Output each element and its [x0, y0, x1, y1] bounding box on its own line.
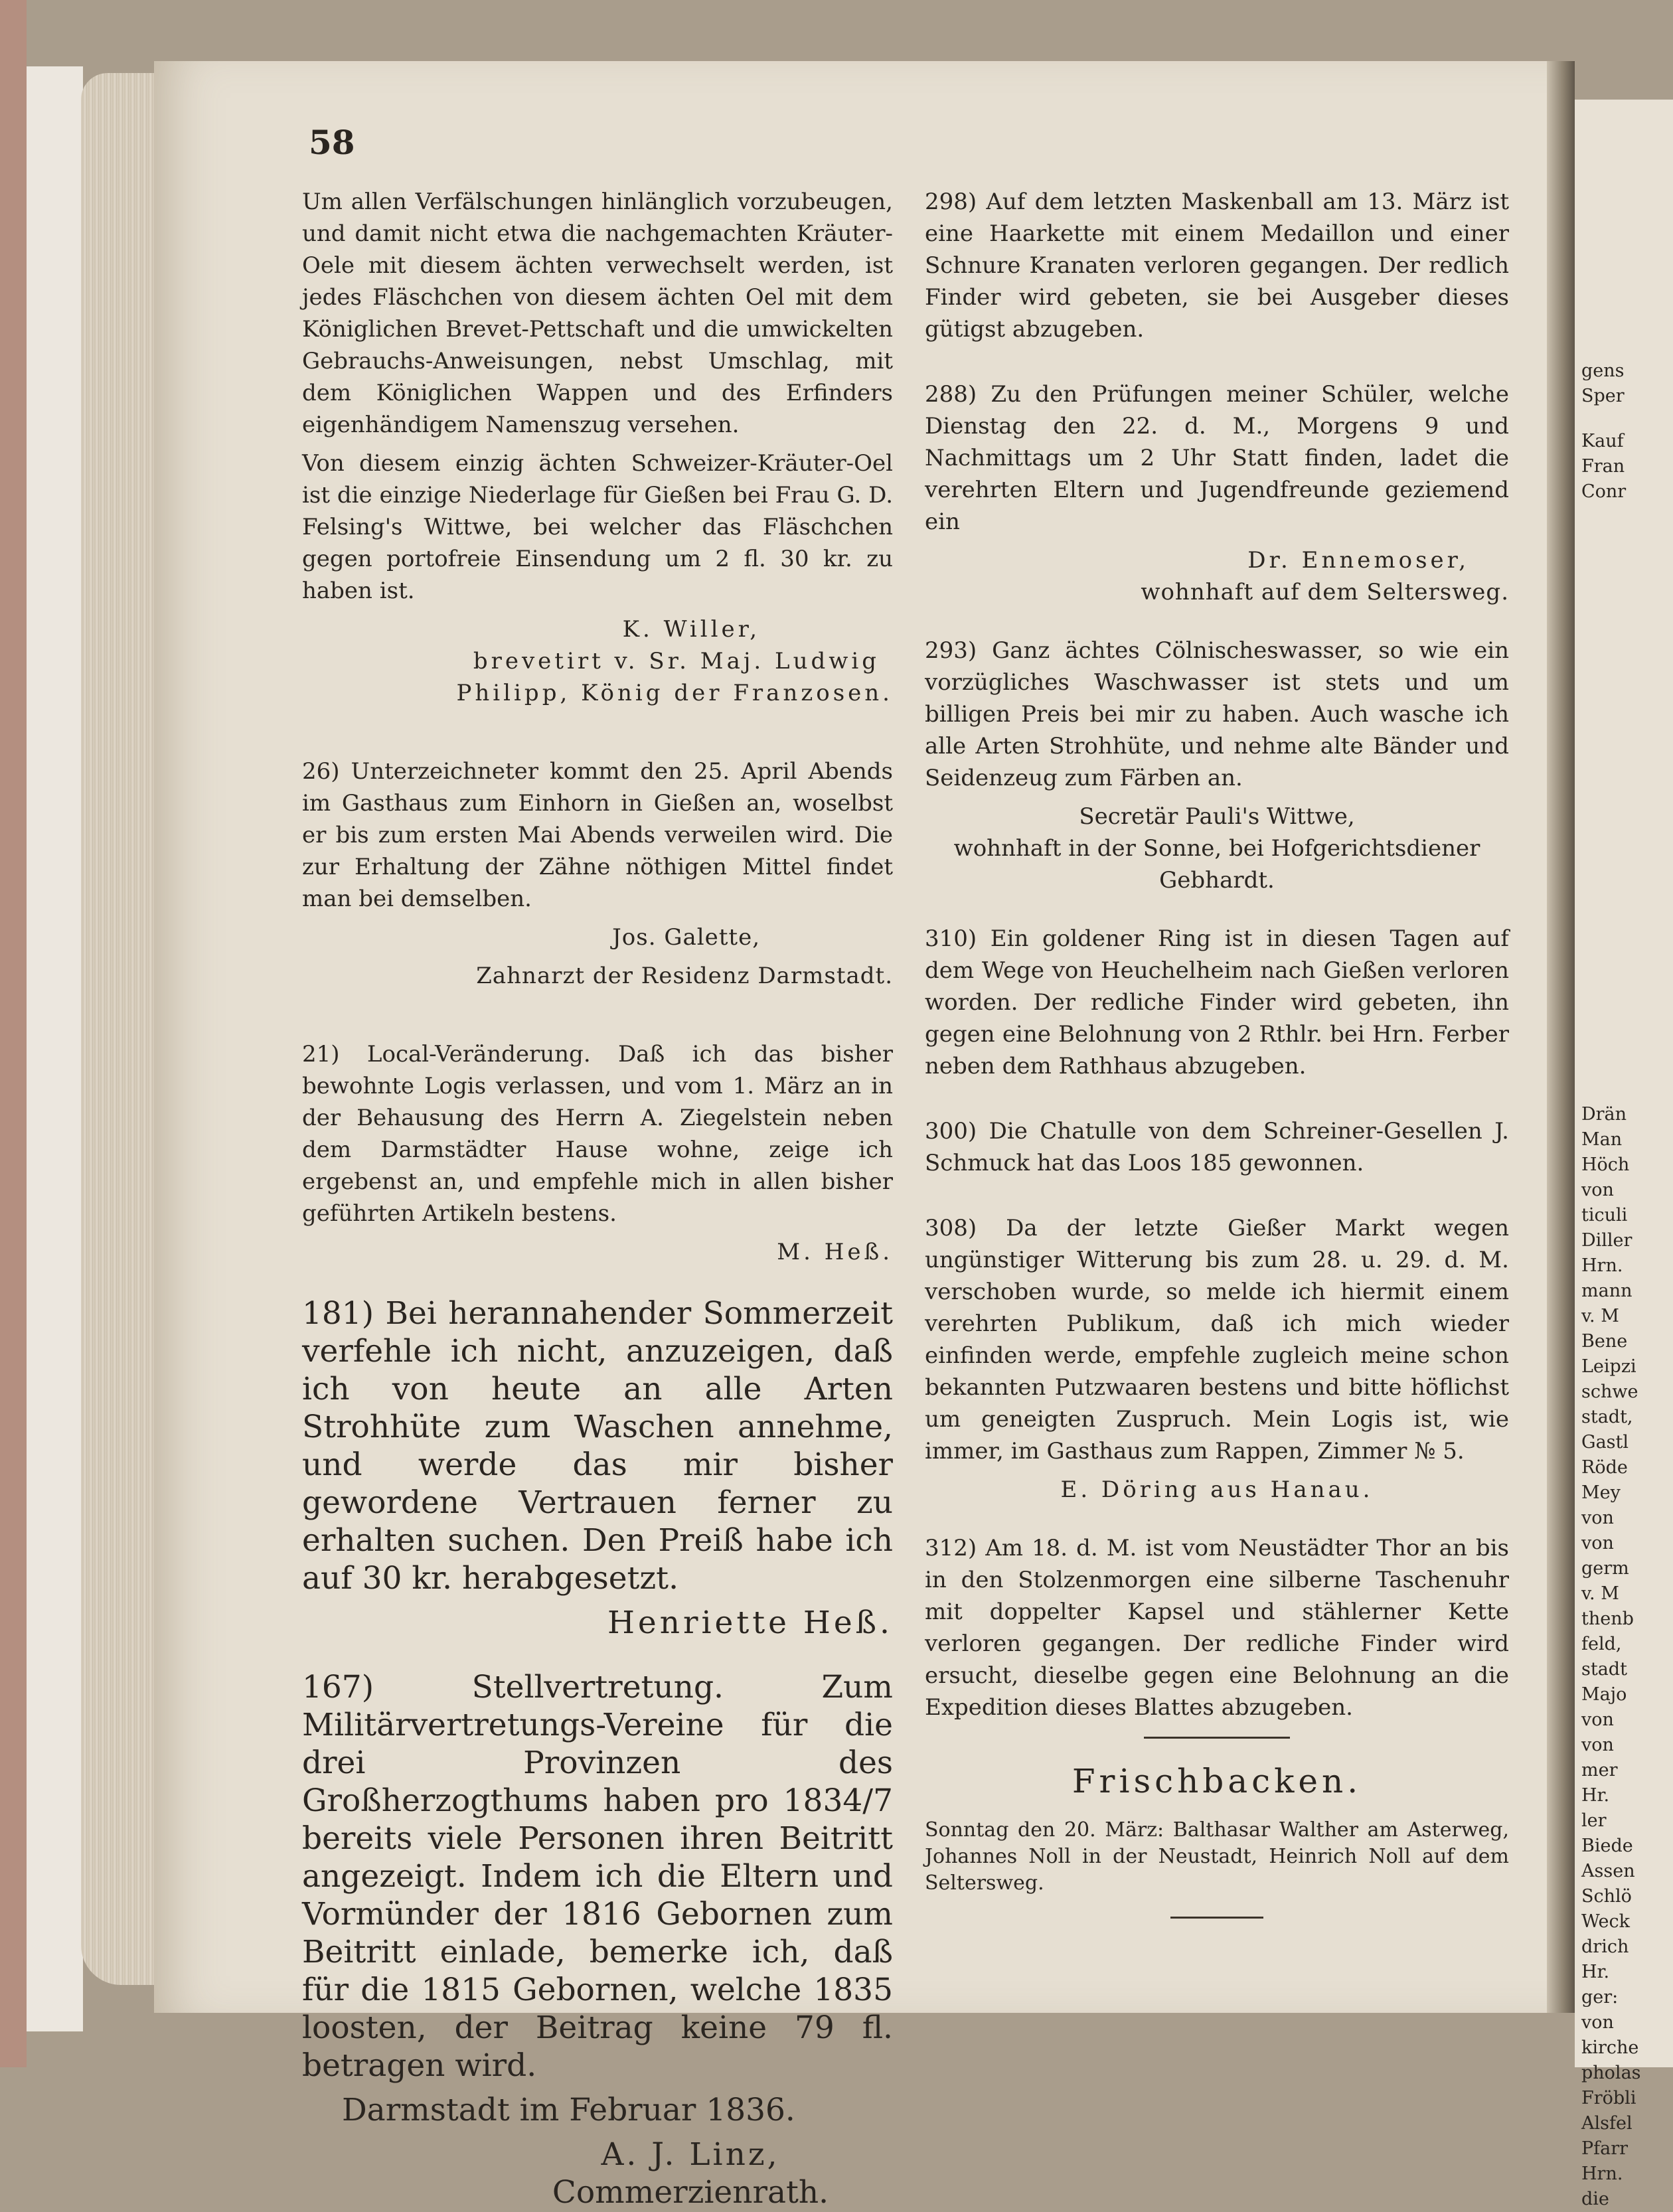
- ad-signature-line: Philipp, König der Franzosen.: [456, 680, 893, 706]
- ad-stellvertretung: [302, 1668, 893, 2211]
- section-text: Sonntag den 20. März: Balthasar Walther am Asterweg, Johannes Noll in der Neustadt, Heinrich Noll auf dem Seltersweg.: [925, 1818, 1509, 1895]
- ad-paragraph: 26) Unterzeichneter kommt den 25. April Abends im Gasthaus zum Einhorn in Gießen an, woselbst er bis zum ersten Mai Abends verweilen wird. Die zur Erhaltung der Zähne nöthigen Mittel findet man bei demselben.: [302, 758, 893, 912]
- facing-page-line: Hrn.: [1581, 2164, 1623, 2184]
- ad-signature: E. Döring aus Hanau.: [1060, 1476, 1374, 1503]
- book-gutter: [1547, 61, 1575, 2013]
- facing-page-line: von: [1581, 1180, 1614, 1200]
- divider-rule: [1144, 1737, 1290, 1739]
- facing-page-line: Kauf: [1581, 431, 1624, 451]
- facing-page-line: Pfarr: [1581, 2138, 1629, 2159]
- ad-paragraph: 288) Zu den Prüfungen meiner Schüler, welche Dienstag den 22. d. M., Morgens 9 und Nachmittags um 2 Uhr Statt finden, ladet die verehrten Eltern und Jugendfreunde geziemend ein: [925, 381, 1509, 535]
- ad-paragraph: 298) Auf dem letzten Maskenball am 13. März ist eine Haarkette mit einem Medaillon und einer Schnure Kranaten verloren gegangen. Der redlich Finder wird gebeten, sie bei Ausgeber dieses gütigst abzugeben.: [925, 189, 1509, 343]
- facing-page-line: stadt,: [1581, 1407, 1633, 1427]
- facing-page-line: kirche: [1581, 2037, 1639, 2058]
- facing-page-line: thenb: [1581, 1609, 1634, 1629]
- facing-page-line: stadt: [1581, 1659, 1627, 1680]
- facing-page-line: Bene: [1581, 1331, 1628, 1352]
- scan-background: [0, 0, 27, 2067]
- facing-page-line: Fröbli: [1581, 2088, 1636, 2108]
- facing-page-fragment: [1575, 100, 1673, 2209]
- ad-paragraph: 293) Ganz ächtes Cölnischeswasser, so wie ein vorzügliches Waschwasser ist stets und um billigen Preis bei mir zu haben. Auch wasche ich alle Arten Strohhüte, und nehme alte Bänder und Seidenzeug zum Färben an.: [925, 637, 1509, 791]
- facing-page-line: Hr.: [1581, 1962, 1610, 1982]
- ad-taschenuhr: [925, 1532, 1509, 1723]
- ad-goldener-ring: [925, 923, 1509, 1082]
- facing-page-line: Majo: [1581, 1684, 1627, 1705]
- facing-page-line: Schlö: [1581, 1886, 1632, 1907]
- facing-page-line: von: [1581, 2012, 1614, 2033]
- facing-page-line: Drän: [1581, 1104, 1627, 1125]
- facing-page-line: Conr: [1581, 481, 1627, 502]
- ad-paragraph: 181) Bei herannahender Sommerzeit verfehle ich nicht, anzuzeigen, daß ich von heute an alle Arten Strohhüte zum Waschen annehme, und werde das mir bisher gewordene Vertrauen ferner zu erhalten suchen. Den Preiß habe ich auf 30 kr. herabgesetzt.: [302, 1295, 893, 1597]
- ad-signature-line: Zahnarzt der Residenz Darmstadt.: [476, 963, 893, 989]
- ad-signature-line: wohnhaft in der Sonne, bei Hofgerichtsdiener Gebhardt.: [953, 835, 1480, 894]
- facing-page-line: Röde: [1581, 1457, 1628, 1478]
- ad-chatulle: [925, 1115, 1509, 1179]
- facing-page-line: von: [1581, 1533, 1614, 1553]
- facing-page-line: von: [1581, 1735, 1614, 1755]
- ad-pruefungen: [925, 378, 1509, 608]
- ad-zahnarzt: [302, 755, 893, 992]
- page-number: 58: [309, 123, 355, 162]
- facing-page-line: Sper: [1581, 386, 1625, 406]
- facing-page-line: ticuli: [1581, 1205, 1628, 1225]
- facing-page-line: Mey: [1581, 1482, 1621, 1503]
- ad-paragraph: 308) Da der letzte Gießer Markt wegen ungünstiger Witterung bis zum 28. u. 29. d. M. verschoben wurde, so melde ich hiermit einem verehrten Publikum, daß ich mich wieder einfinden werde, empfehle zugleich meine schon bekannten Putzwaaren bestens und bitte höflichst um geneigten Zuspruch. Mein Logis ist, wie immer, im Gasthaus zum Rappen, Zimmer № 5.: [925, 1215, 1509, 1464]
- ad-local-veraenderung: [302, 1038, 893, 1268]
- ad-strohhuete: [302, 1295, 893, 1642]
- ad-signature-line: brevetirt v. Sr. Maj. Ludwig: [473, 648, 880, 674]
- divider-rule: [1170, 1917, 1263, 1919]
- facing-page-line: Man: [1581, 1129, 1623, 1150]
- ad-paragraph: Um allen Verfälschungen hinlänglich vorzubeugen, und damit nicht etwa die nachgemachten Kräuter-Oele mit diesem ächten verwechselt werden, ist jedes Fläschchen von diesem ächten Oel mit dem Königlichen Brevet-Pettschaft und die umwickelten Gebrauchs-Anweisungen, nebst Umschlag, mit dem Königlichen Wappen und des Erfinders eigenhändigem Namenszug versehen.: [302, 189, 893, 438]
- facing-page-line: Alsfel: [1581, 2113, 1633, 2134]
- ad-haarkette: [925, 186, 1509, 345]
- facing-page-line: pholas: [1581, 2063, 1641, 2083]
- ad-signature: Henriette Heß.: [607, 1605, 893, 1641]
- facing-page-line: schwe: [1581, 1382, 1638, 1402]
- ad-signature: K. Willer,: [622, 616, 760, 643]
- facing-page-line: drich: [1581, 1936, 1629, 1957]
- facing-page-line: Höch: [1581, 1154, 1630, 1175]
- facing-page-line: Hrn.: [1581, 1255, 1623, 1276]
- ad-putzwaaren: [925, 1212, 1509, 1506]
- facing-page-line: germ: [1581, 1558, 1629, 1579]
- facing-page-line: die: [1581, 2189, 1609, 2209]
- ad-signature: Dr. Ennemoser,: [1247, 547, 1469, 574]
- facing-page-line: Leipzi: [1581, 1356, 1636, 1377]
- ad-paragraph: 312) Am 18. d. M. ist vom Neustädter Thor an bis in den Stolzenmorgen eine silberne Taschenuhr mit doppelter Kapsel und stählerner Kette verloren gegangen. Der redliche Finder wird ersucht, dieselbe gegen eine Belohnung an die Expedition dieses Blattes abzugeben.: [925, 1535, 1509, 1721]
- facing-page-line: von: [1581, 1709, 1614, 1730]
- ad-signature: A. J. Linz,: [601, 2136, 780, 2173]
- facing-page-line: feld,: [1581, 1634, 1622, 1654]
- ad-paragraph: 300) Die Chatulle von dem Schreiner-Gesellen J. Schmuck hat das Loos 185 gewonnen.: [925, 1118, 1509, 1176]
- ad-place-date: Darmstadt im Februar 1836.: [342, 2092, 795, 2128]
- ad-paragraph: 167) Stellvertretung. Zum Militärvertretungs-Vereine für die drei Provinzen des Großherzogthums haben pro 1834/7 bereits viele Personen ihren Beitritt angezeigt. Indem ich die Eltern und Vormünder der 1816 Gebornen zum Beitritt einlade, bemerke ich, daß für die 1815 Gebornen, welche 1835 loosten, der Beitrag keine 79 fl. betragen wird.: [302, 1669, 893, 2084]
- facing-page-line: ger:: [1581, 1987, 1619, 2008]
- left-column: [302, 186, 893, 2211]
- facing-page-line: v. M: [1581, 1583, 1619, 1604]
- ad-paragraph: Von diesem einzig ächten Schweizer-Kräuter-Oel ist die einzige Niederlage für Gießen bei Frau G. D. Felsing's Wittwe, bei welcher das Fläschchen gegen portofreie Einsendung um 2 fl. 30 kr. zu haben ist.: [302, 450, 893, 604]
- facing-page-line: Diller: [1581, 1230, 1633, 1251]
- facing-page-line: mer: [1581, 1760, 1618, 1780]
- facing-page-line: von: [1581, 1508, 1614, 1528]
- facing-page-line: Weck: [1581, 1911, 1631, 1932]
- ad-paragraph: 310) Ein goldener Ring ist in diesen Tagen auf dem Wege von Heuchelheim nach Gießen verloren worden. Der redliche Finder wird gebeten, ihn gegen eine Belohnung von 2 Rthlr. bei Hrn. Ferber neben dem Rathhaus abzugeben.: [925, 925, 1509, 1079]
- right-column: [925, 186, 1509, 1919]
- facing-page-line: Gastl: [1581, 1432, 1629, 1453]
- ad-signature: M. Heß.: [777, 1239, 893, 1265]
- facing-page-text: [1575, 358, 1641, 2212]
- ad-coelnischeswasser: [925, 635, 1509, 896]
- facing-page-line: gens: [1581, 360, 1625, 381]
- facing-page-line: Fran: [1581, 456, 1625, 477]
- ad-paragraph: 21) Local-Veränderung. Daß ich das bisher bewohnte Logis verlassen, und vom 1. März an in der Behausung des Herrn A. Ziegelstein neben dem Darmstädter Hause wohne, zeige ich ergebenst an, und empfehle mich in allen bisher geführten Artikeln bestens.: [302, 1041, 893, 1227]
- ad-signature: Jos. Galette,: [612, 924, 760, 951]
- scan-margin: [27, 66, 83, 2031]
- book-page-edges: [81, 73, 164, 1985]
- facing-page-line: mann: [1581, 1281, 1633, 1301]
- facing-page-line: ler: [1581, 1810, 1607, 1831]
- facing-page-line: v. M: [1581, 1306, 1619, 1326]
- facing-page-line: Hr.: [1581, 1785, 1610, 1806]
- ad-kraeuter-oel: [302, 186, 893, 709]
- facing-page-line: Biede: [1581, 1836, 1633, 1856]
- facing-page-line: Assen: [1581, 1861, 1635, 1881]
- section-heading: Frischbacken.: [1072, 1762, 1362, 1800]
- ad-signature: Secretär Pauli's Wittwe,: [1079, 803, 1355, 830]
- ad-signature-line: Commerzienrath.: [552, 2174, 829, 2211]
- ad-signature-line: wohnhaft auf dem Seltersweg.: [1141, 579, 1509, 605]
